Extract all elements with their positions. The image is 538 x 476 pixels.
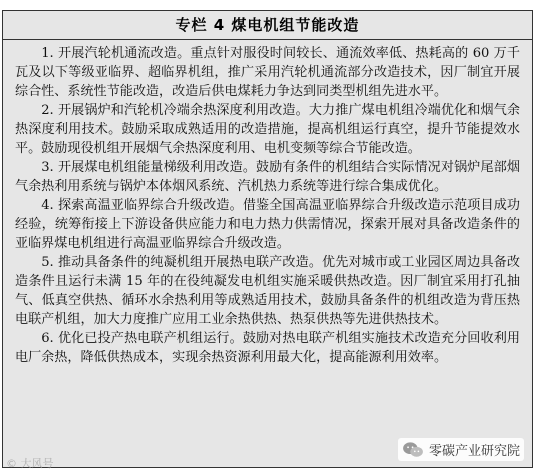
paragraph-6: 6. 优化已投产热电联产机组运行。鼓励对热电联产机组实施技术改造充分回收利用电厂余热，降低供热成本，实现余热资源利用最大化，提高能源利用效率。 <box>15 331 520 365</box>
paragraph-4: 4. 探索高温亚临界综合升级改造。借鉴全国高温亚临界综合升级改造示范项目成功经验，统筹衔接上下游设备供应能力和电力热力供需情况，探索开展对具备改造条件的亚临界煤电机组进行高温亚临界综合升级改造。 <box>15 198 520 251</box>
paragraph-2: 2. 开展锅炉和汽轮机冷端余热深度利用改造。大力推广煤电机组冷端优化和烟气余热深度利用技术。鼓励采取成熟适用的改造措施，提高机组运行真空，提升节能提效水平。鼓励现役机组开展烟气余热深度利用、电机变频等综合节能改造。 <box>15 103 520 156</box>
column-content <box>3 40 532 367</box>
column-title: 专栏 4 煤电机组节能改造 <box>3 11 532 40</box>
column-box <box>2 10 533 468</box>
wechat-account-name: 零碳产业研究院 <box>429 444 521 459</box>
paragraph-3: 3. 开展煤电机组能量梯级利用改造。鼓励有条件的机组结合实际情况对锅炉尾部烟气余热利用系统与锅炉本体烟风系统、汽机热力系统等进行综合集成优化。 <box>15 160 520 194</box>
paragraph-1: 1. 开展汽轮机通流改造。重点针对服役时间较长、通流效率低、热耗高的 60 万千瓦及以下等级亚临界、超临界机组，推广采用汽轮机通流部分改造技术，因厂制宜开展综合性、系统性节能改造，改造后供电煤耗力争达到同类型机组先进水平。 <box>15 46 520 99</box>
wechat-watermark <box>398 438 524 461</box>
wechat-icon <box>402 441 424 459</box>
paragraph-5: 5. 推动具备条件的纯凝机组开展热电联产改造。优先对城市或工业园区周边具备改造条件且运行未满 15 年的在役纯凝发电机组实施采暖供热改造。因厂制宜采用打孔抽气、低真空供热、循环水余热利用等成熟适用技术，鼓励具备条件的机组改造为背压热电联产机组，加大力度推广应用工业余热供热、热泵供热等先进供热技术。 <box>15 255 520 327</box>
source-watermark: © 大风号 <box>6 457 54 470</box>
